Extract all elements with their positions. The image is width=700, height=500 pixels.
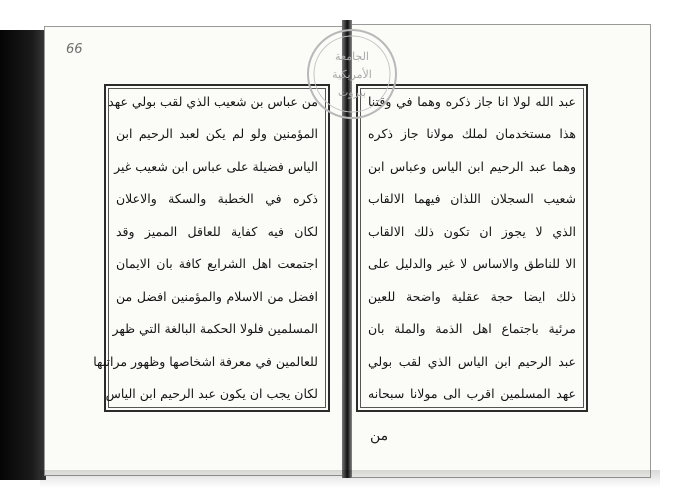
manuscript-line: للعالمين في معرفة اشخاصها وظهور مراتبها (93, 353, 318, 369)
manuscript-line: لكان فيه كفاية للعاقل المميز وقد (116, 223, 318, 239)
manuscript-line: عبد الرحيم ابن الياس الذي لقب بولي (368, 353, 576, 369)
folio-number: 66 (66, 42, 83, 57)
manuscript-line: لكان يجب ان يكون عبد الرحيم ابن الياس (105, 385, 318, 401)
manuscript-line: ذلك ايضا حجة عقلية واضحة للعين (368, 288, 576, 304)
library-seal-stamp (304, 26, 400, 122)
right-text-block (356, 84, 588, 412)
manuscript-line: من عباس بن شعيب الذي لقب بولي عهد (108, 94, 318, 109)
seal-text: الجامعة (335, 50, 369, 63)
manuscript-line: عهد المسلمين اقرب الى مولانا سبحانه (368, 385, 576, 401)
catchword: من (370, 428, 389, 444)
manuscript-line: عبد الله لولا انا جاز ذكره وهما في وقتنا (368, 94, 576, 109)
manuscript-line: وهما عبد الرحيم ابن الياس وعباس ابن (368, 158, 576, 174)
manuscript-line: مرئية باجتماع اهل الذمة والملة بان (368, 321, 576, 337)
manuscript-line: اجتمعت اهل الشرايع كافة بان الايمان (116, 256, 318, 272)
manuscript-line: الا للناطق والاساس لا غير والدليل على (368, 256, 576, 272)
manuscript-line: ذكره في الخطبة والسكة والاعلان (116, 191, 318, 207)
manuscript-line: الياس فضيلة على عباس ابن شعيب غير (114, 158, 318, 174)
page-shadow (40, 470, 660, 488)
left-text-block (93, 84, 330, 412)
book-cover-edge (0, 30, 46, 480)
manuscript-line: افضل من الاسلام والمؤمنين افضل من (116, 288, 318, 304)
manuscript-line: المسلمين فلولا الحكمة البالغة التي ظهر (112, 321, 318, 337)
manuscript-line: شعيب السجلان اللذان فيهما الالقاب (368, 191, 576, 207)
seal-text: الأمريكية (332, 68, 372, 81)
manuscript-line: هذا مستخدمان لملك مولانا جاز ذكره (368, 126, 576, 142)
seal-text: بيروت (337, 86, 367, 99)
manuscript-line: الذي لا يجوز ان تكون ذلك الالقاب (368, 223, 576, 239)
manuscript-line: المؤمنين ولو لم يكن لعبد الرحيم ابن (116, 126, 318, 142)
